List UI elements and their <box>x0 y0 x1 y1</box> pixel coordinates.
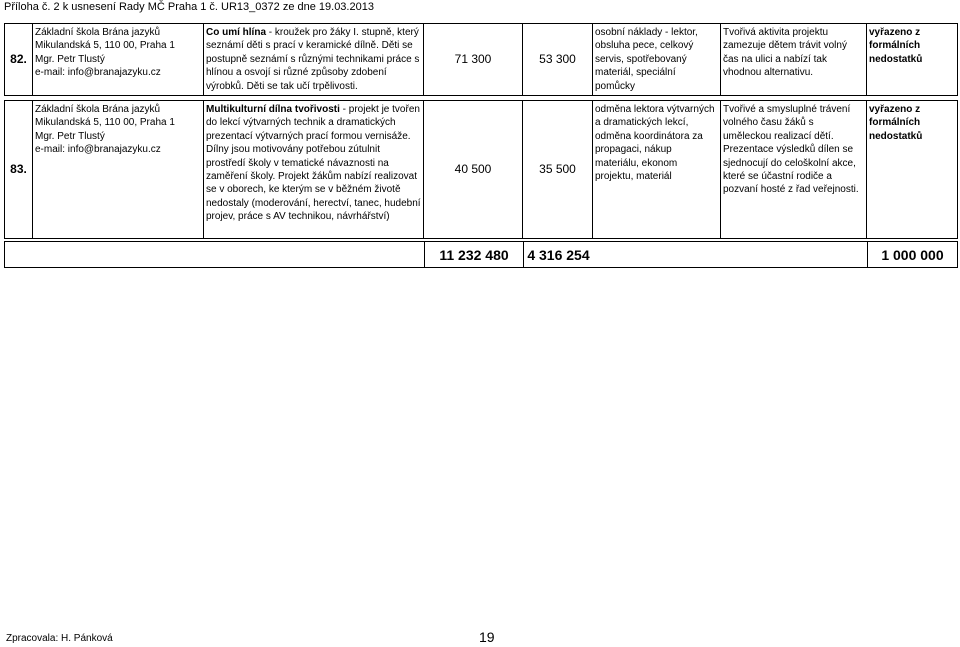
justification-cell: Tvořivé a smysluplné trávení volného času žáků s uměleckou realizací dětí. Prezentace výsledků dílen se sjednocují do celoškolní akce, které se účastní rodiče a pozvaní hosté z řad veřejnosti. <box>721 101 867 238</box>
total-requested: 11 232 480 <box>424 242 523 267</box>
applicant-address: Mikulandská 5, 110 00, Praha 1 <box>35 117 175 129</box>
project-description: - kroužek pro žáky I. stupně, který seznámí děti s prací v keramické dílně. Děti se postupně seznámí s různými technikami práce s hlínou a osvojí si různé způsoby zdobení výrobků. Děti se tak učí trpělivosti. <box>206 27 420 92</box>
requested-amount: 71 300 <box>424 24 523 95</box>
justification-cell: Tvořivá aktivita projektu zamezuje dětem trávit volný čas na ulici a nabízí tak vhodnou alternativu. <box>721 24 867 95</box>
totals-row <box>4 241 958 268</box>
prepared-by: Zpracovala: H. Pánková <box>6 633 113 644</box>
applicant-email: e-mail: info@branajazyku.cz <box>35 67 161 79</box>
applicant-address: Mikulandská 5, 110 00, Praha 1 <box>35 40 175 52</box>
applicant-email: e-mail: info@branajazyku.cz <box>35 144 161 156</box>
proposed-amount: 35 500 <box>523 101 593 238</box>
requested-amount: 40 500 <box>424 101 523 238</box>
project-cell <box>204 24 424 95</box>
applicant-contact: Mgr. Petr Tlustý <box>35 53 105 65</box>
applicant-contact: Mgr. Petr Tlustý <box>35 130 105 142</box>
applicant-name: Základní škola Brána jazyků <box>35 104 161 115</box>
project-description: - projekt je tvořen do lekcí výtvarných technik a dramatických prezentací výtvarných prací formou vernisáže. Dílny jsou motivovány potřebou zútulnit prostředí školy v tematické návaznosti na zaměření školy. Projekt žákům nabízí realizovat se v oborech, ke kterým se v běžném životě nedostaly (moderování, herectví, tanec, hudební projev, práce s AV technikou, návrhářství) <box>206 104 421 223</box>
document-header: Příloha č. 2 k usnesení Rady MČ Praha 1 č. UR13_0372 ze dne 19.03.2013 <box>4 1 374 13</box>
proposed-amount: 53 300 <box>523 24 593 95</box>
costs-cell: odměna lektora výtvarných a dramatických lekcí, odměna koordinátora za propagaci, nákup materiálu, ekonom projektu, materiál <box>593 101 721 238</box>
applicant-cell <box>33 101 204 238</box>
project-title: Multikulturní dílna tvořivosti <box>206 104 340 115</box>
row-number: 82. <box>5 24 33 95</box>
project-title: Co umí hlína <box>206 27 266 38</box>
page-number: 19 <box>479 629 495 645</box>
table-row-83 <box>4 100 958 239</box>
costs-cell: osobní náklady - lektor, obsluha pece, celkový servis, spotřebovaný materiál, speciální pomůcky <box>593 24 721 95</box>
applicant-cell <box>33 24 204 95</box>
applicant-name: Základní škola Brána jazyků <box>35 27 161 38</box>
status-cell: vyřazeno z formálních nedostatků <box>869 104 923 142</box>
row-number: 83. <box>5 101 33 238</box>
status-cell: vyřazeno z formálních nedostatků <box>869 27 923 65</box>
total-proposed: 4 316 254 <box>523 242 593 267</box>
table-row-82 <box>4 23 958 96</box>
project-cell <box>204 101 424 238</box>
total-final: 1 000 000 <box>867 242 957 267</box>
